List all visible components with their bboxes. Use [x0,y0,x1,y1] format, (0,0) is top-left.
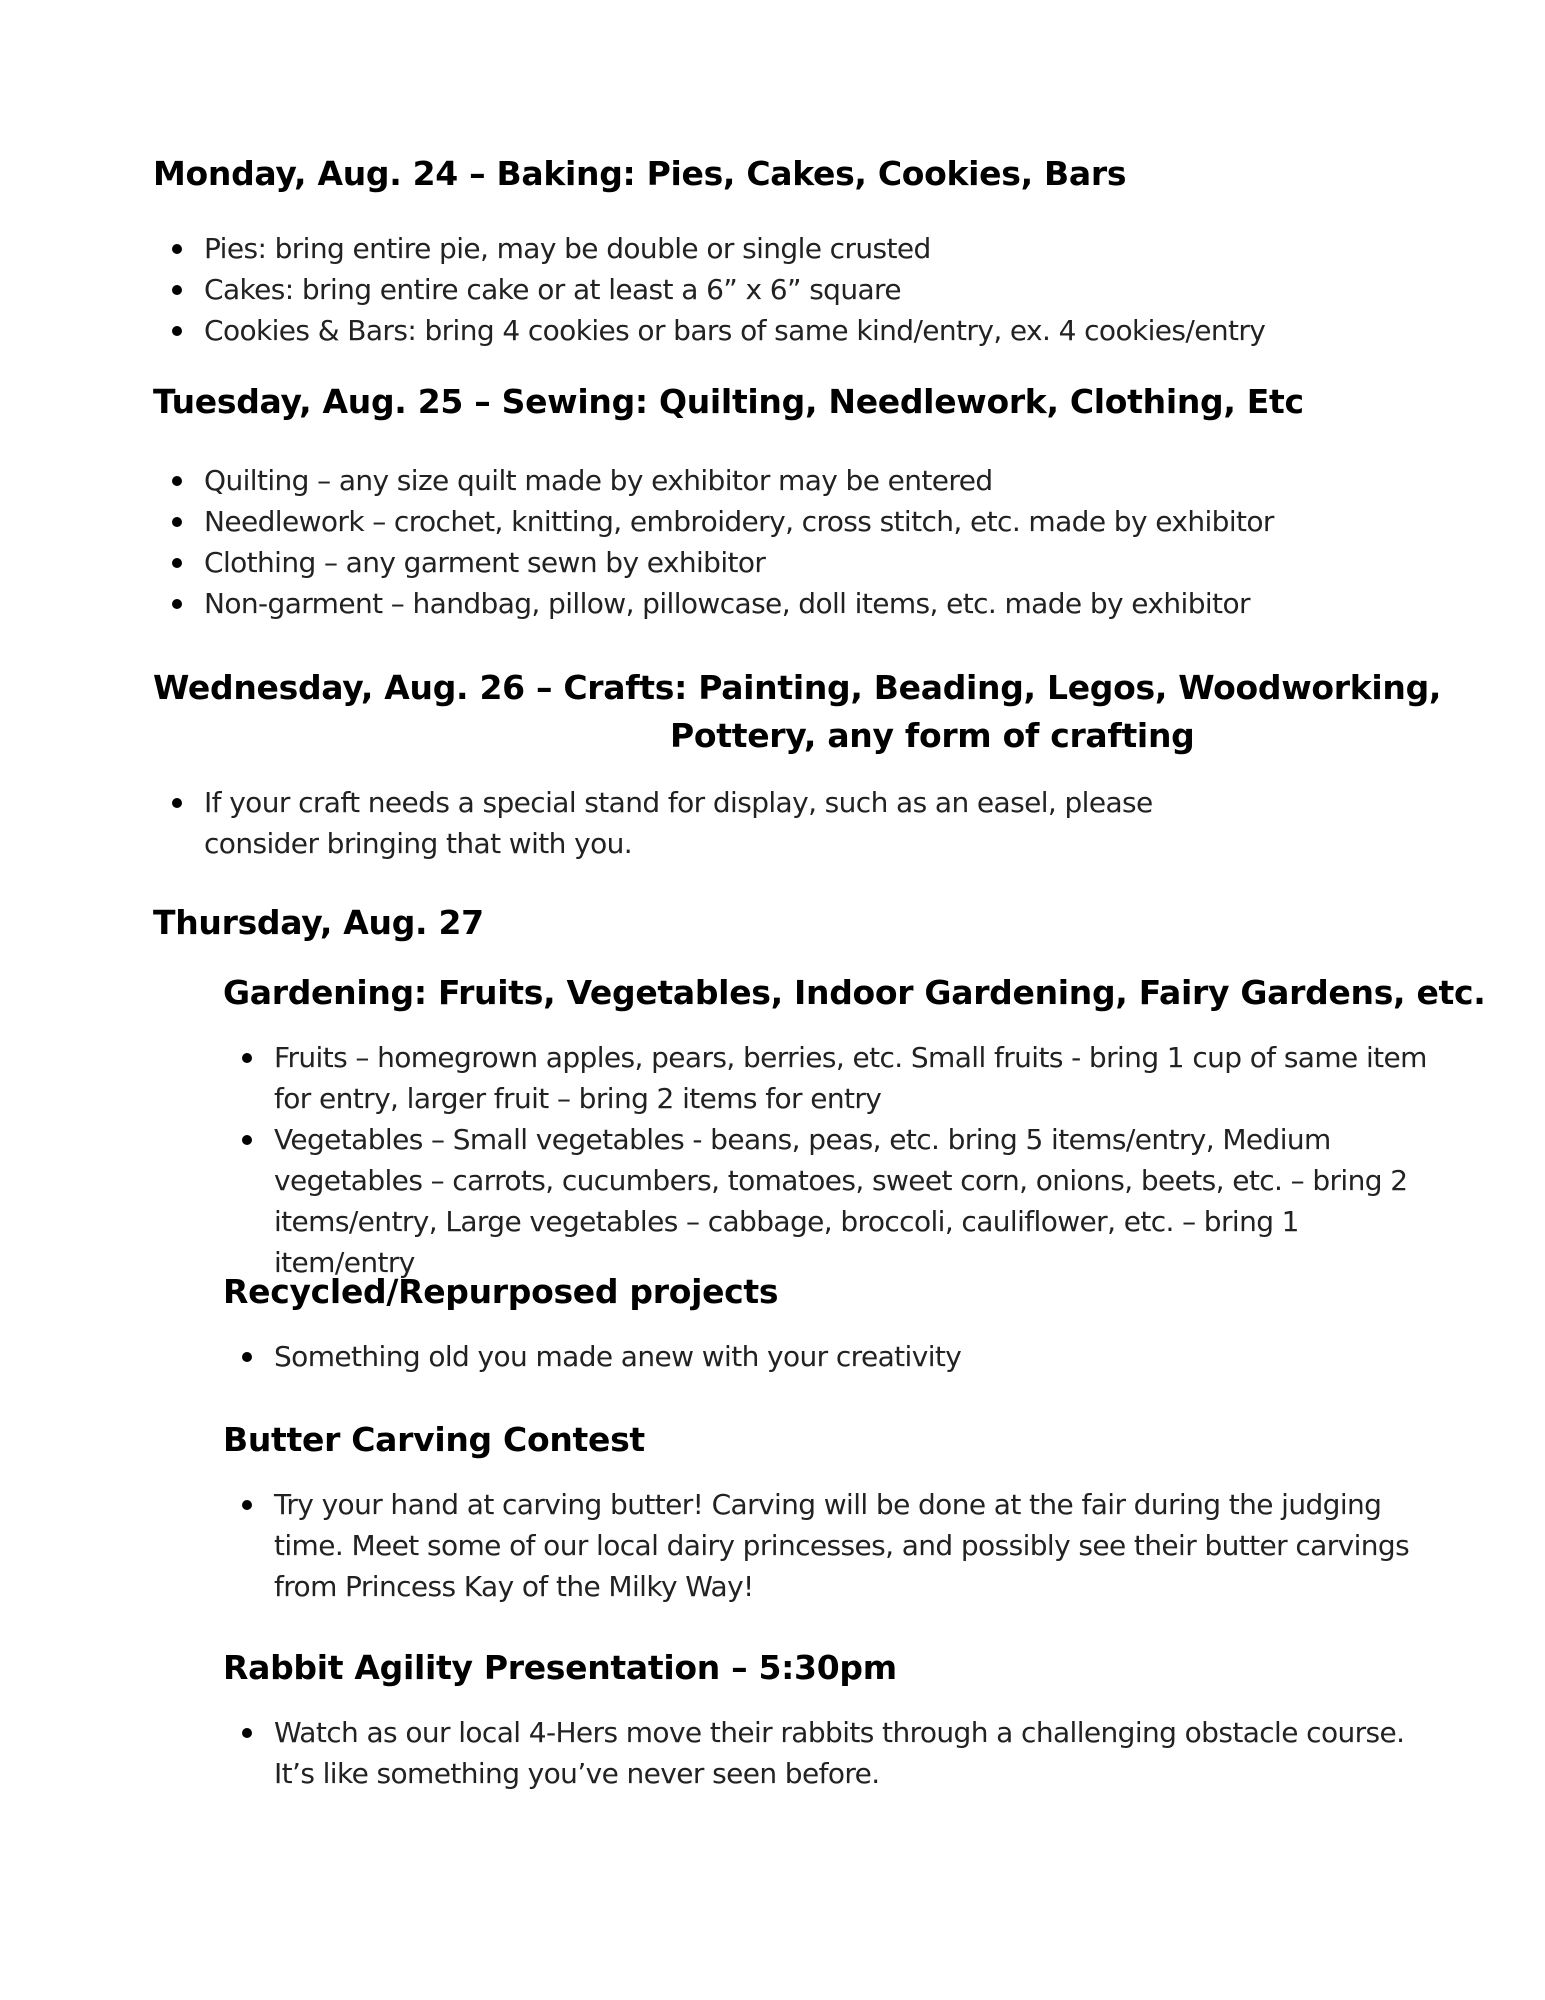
list-item-text: If your craft needs a special stand for display, such as an easel, please consider bringing that with you. [204,786,1153,860]
bullet-icon [242,1053,252,1063]
list-item [153,269,1403,310]
tuesday-heading: Tuesday, Aug. 25 – Sewing: Quilting, Needlework, Clothing, Etc [153,382,1304,421]
bullet-icon [242,1728,252,1738]
bullet-icon [172,285,182,295]
recycled-heading: Recycled/Repurposed projects [223,1272,779,1311]
wednesday-heading-line2: Pottery, any form of crafting [670,716,1195,755]
bullet-icon [242,1352,252,1362]
rabbit-heading: Rabbit Agility Presentation – 5:30pm [223,1648,897,1687]
butter-list [223,1484,1443,1607]
list-item-text: Fruits – homegrown apples, pears, berries, etc. Small fruits - bring 1 cup of same item for entry, larger fruit – bring 2 items for entry [274,1041,1427,1115]
thursday-heading: Thursday, Aug. 27 [153,903,484,942]
rabbit-list [223,1712,1443,1794]
list-item [223,1037,1443,1119]
list-item-text: Non-garment – handbag, pillow, pillowcase, doll items, etc. made by exhibitor [204,587,1250,620]
tuesday-list [153,460,1403,624]
list-item-text: Try your hand at carving butter! Carving will be done at the fair during the judging time. Meet some of our local dairy princesses, and possibly see their butter carvings from Princess Kay of the Milky Way! [274,1488,1410,1603]
list-item [153,542,1403,583]
butter-heading: Butter Carving Contest [223,1420,645,1459]
list-item [223,1712,1443,1794]
list-item-text: Something old you made anew with your creativity [274,1340,962,1373]
list-item-text: Cookies & Bars: bring 4 cookies or bars of same kind/entry, ex. 4 cookies/entry [204,314,1266,347]
bullet-icon [172,476,182,486]
list-item-text: Clothing – any garment sewn by exhibitor [204,546,766,579]
list-item [223,1484,1443,1607]
list-item-text: Vegetables – Small vegetables - beans, peas, etc. bring 5 items/entry, Medium vegetables – carrots, cucumbers, tomatoes, sweet corn, onions, beets, etc. – bring 2 items/entry, Large vegetables – cabbage, broccoli, cauliflower, etc. – bring 1 item/entry [274,1123,1408,1279]
monday-heading: Monday, Aug. 24 – Baking: Pies, Cakes, Cookies, Bars [153,154,1127,193]
bullet-icon [242,1500,252,1510]
wednesday-list [153,782,1273,864]
list-item [153,782,1273,864]
list-item [153,460,1403,501]
list-item [153,583,1403,624]
list-item [153,310,1403,351]
monday-list [153,228,1403,351]
list-item [153,228,1403,269]
recycled-list [223,1336,1443,1377]
list-item [153,501,1403,542]
bullet-icon [172,326,182,336]
wednesday-heading-line1: Wednesday, Aug. 26 – Crafts: Painting, Beading, Legos, Woodworking, [153,668,1442,707]
bullet-icon [242,1135,252,1145]
bullet-icon [172,798,182,808]
bullet-icon [172,244,182,254]
bullet-icon [172,517,182,527]
list-item-text: Needlework – crochet, knitting, embroidery, cross stitch, etc. made by exhibitor [204,505,1274,538]
list-item-text: Watch as our local 4-Hers move their rabbits through a challenging obstacle course. It’s like something you’ve never seen before. [274,1716,1405,1790]
list-item [223,1336,1443,1377]
bullet-icon [172,599,182,609]
gardening-list [223,1037,1443,1283]
list-item-text: Cakes: bring entire cake or at least a 6” x 6” square [204,273,901,306]
bullet-icon [172,558,182,568]
gardening-heading: Gardening: Fruits, Vegetables, Indoor Gardening, Fairy Gardens, etc. [223,973,1486,1012]
wednesday-heading [153,668,1441,756]
list-item-text: Quilting – any size quilt made by exhibitor may be entered [204,464,993,497]
list-item [223,1119,1443,1283]
list-item-text: Pies: bring entire pie, may be double or single crusted [204,232,931,265]
